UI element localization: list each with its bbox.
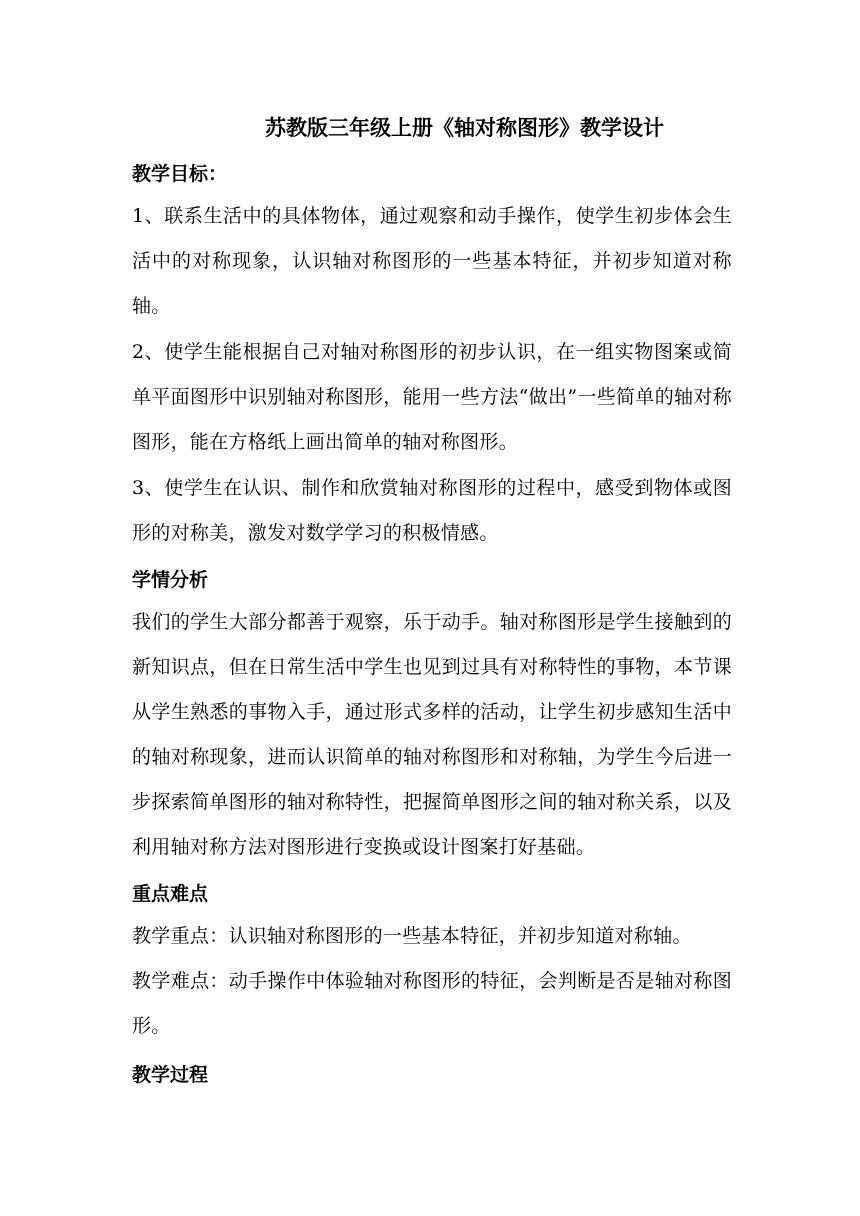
analysis-heading: 学情分析: [132, 569, 209, 591]
key-points-heading: 重点难点: [132, 883, 209, 905]
process-heading: 教学过程: [132, 1064, 209, 1086]
objective-item-3: 3、使学生在认识、制作和欣赏轴对称图形的过程中，感受到物体或图形的对称美，激发对数学学习的积极情感。: [132, 477, 732, 544]
objectives-heading: 教学目标：: [132, 163, 228, 185]
teaching-focus: 教学重点：认识轴对称图形的一些基本特征，并初步知道对称轴。: [132, 925, 692, 947]
document-title: 苏教版三年级上册《轴对称图形》教学设计: [265, 115, 664, 140]
objective-item-2: 2、使学生能根据自己对轴对称图形的初步认识，在一组实物图案或简单平面图形中识别轴对称图形，能用一些方法“做出”一些简单的轴对称图形，能在方格纸上画出简单的轴对称图形。: [132, 341, 732, 453]
teaching-difficulty: 教学难点：动手操作中体验轴对称图形的特征，会判断是否是轴对称图形。: [132, 970, 732, 1037]
analysis-paragraph: 我们的学生大部分都善于观察，乐于动手。轴对称图形是学生接触到的新知识点，但在日常生活中学生也见到过具有对称特性的事物，本节课从学生熟悉的事物入手，通过形式多样的活动，让学生初步感知生活中的轴对称现象，进而认识简单的轴对称图形和对称轴，为学生今后进一步探索简单图形的轴对称特性，把握简单图形之间的轴对称关系，以及利用轴对称方法对图形进行变换或设计图案打好基础。: [132, 611, 732, 858]
objective-item-1: 1、联系生活中的具体物体，通过观察和动手操作，使学生初步体会生活中的对称现象，认识轴对称图形的一些基本特征，并初步知道对称轴。: [132, 205, 732, 317]
